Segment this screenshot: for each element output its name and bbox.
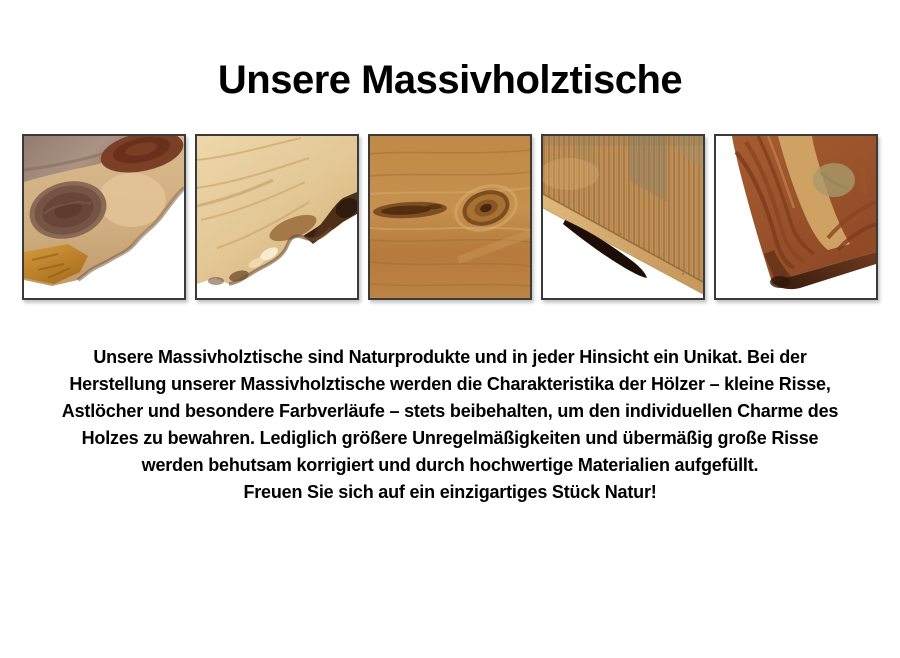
description-line: Herstellung unserer Massivholztische werden die Charakteristika der Hölzer – kleine Risse, <box>69 374 831 394</box>
wood-sample-gallery <box>0 134 900 300</box>
wood-sample-photo-1 <box>22 134 186 300</box>
description-line: Freuen Sie sich auf ein einzigartiges Stück Natur! <box>243 482 657 502</box>
description-line: werden behutsam korrigiert und durch hochwertige Materialien aufgefüllt. <box>141 455 759 475</box>
wood-sample-5-image <box>716 136 876 298</box>
wood-sample-3-image <box>370 136 530 298</box>
wood-sample-photo-5 <box>714 134 878 300</box>
description-line: Holzes zu bewahren. Lediglich größere Unregelmäßigkeiten und übermäßig große Risse <box>81 428 819 448</box>
promo-graphic <box>0 58 900 658</box>
wood-sample-photo-2 <box>195 134 359 300</box>
wood-sample-photo-3 <box>368 134 532 300</box>
wood-sample-photo-4 <box>541 134 705 300</box>
wood-sample-1-image <box>24 136 184 298</box>
description-line: Unsere Massivholztische sind Naturprodukte und in jeder Hinsicht ein Unikat. Bei der <box>93 347 807 367</box>
description-text <box>0 344 900 506</box>
page-title: Unsere Massivholztische <box>217 58 683 102</box>
wood-sample-4-image <box>543 136 703 298</box>
description-line: Astlöcher und besondere Farbverläufe – stets beibehalten, um den individuellen Charme des <box>61 401 839 421</box>
wood-sample-2-image <box>197 136 357 298</box>
